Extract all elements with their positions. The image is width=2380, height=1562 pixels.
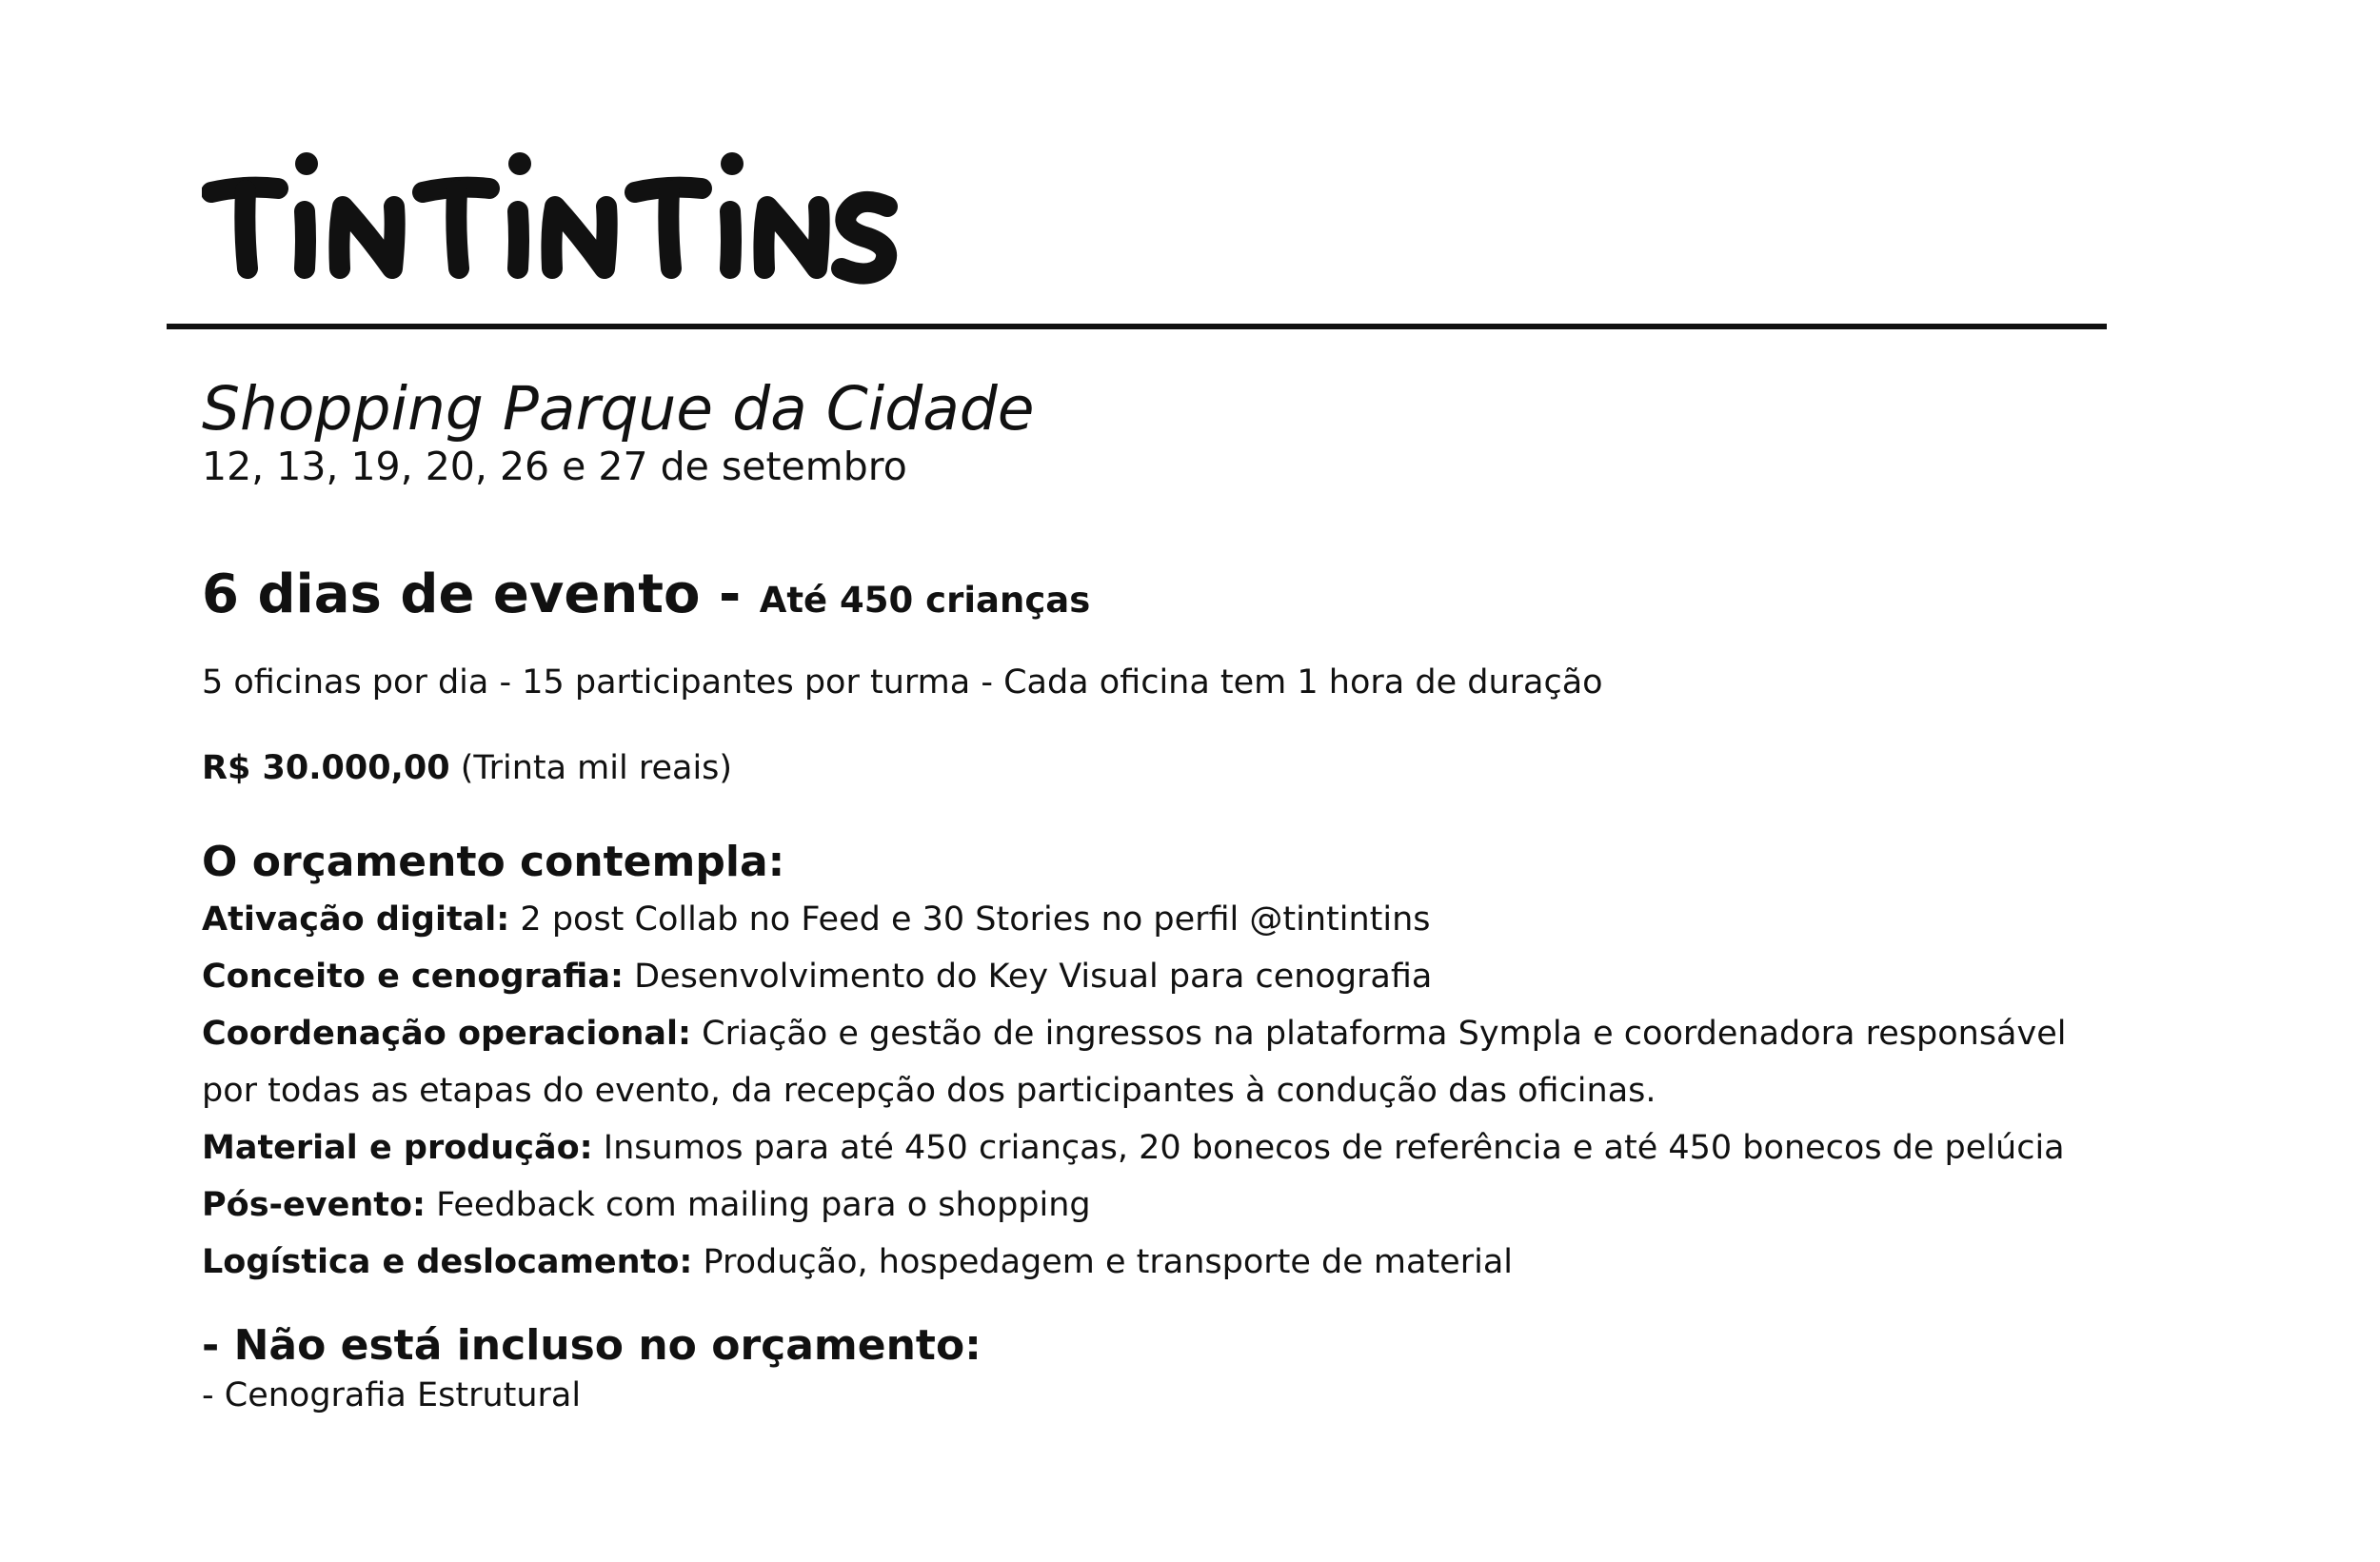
venue-title: Shopping Parque da Cidade	[202, 374, 1035, 444]
proposal-body	[202, 371, 2125, 1418]
budget-item-text: Desenvolvimento do Key Visual para cenografia	[623, 958, 1433, 996]
event-dates: 12, 13, 19, 20, 26 e 27 de setembro	[202, 444, 907, 489]
brand-logo-lettering	[202, 126, 906, 297]
budget-item	[202, 891, 2125, 948]
budget-item	[202, 1234, 2125, 1291]
budget-item-label: Pós-evento:	[202, 1186, 426, 1224]
budget-item-label: Logística e deslocamento:	[202, 1243, 693, 1281]
event-headline	[202, 562, 2125, 634]
budget-item-text: 2 post Collab no Feed e 30 Stories no perfil @tintintins	[509, 900, 1431, 939]
budget-item	[202, 1005, 2125, 1119]
brand-logo	[202, 126, 906, 297]
exclusions-title: - Não está incluso no orçamento:	[202, 1321, 982, 1370]
headline-capacity: Até 450 crianças	[759, 580, 1091, 621]
budget-item-text: Produção, hospedagem e transporte de material	[692, 1243, 1513, 1281]
budget-title: O orçamento contempla:	[202, 838, 785, 886]
budget-item-label: Coordenação operacional:	[202, 1015, 691, 1053]
budget-item	[202, 1176, 2125, 1234]
exclusion-item: - Cenografia Estrutural	[202, 1376, 582, 1414]
budget-item-label: Material e produção:	[202, 1129, 593, 1167]
price-value: R$ 30.000,00	[202, 749, 450, 787]
headline-main: 6 dias de evento -	[202, 564, 760, 625]
budget-list	[202, 891, 2125, 1291]
budget-item-text: Insumos para até 450 crianças, 20 bonecos de referência e até 450 bonecos de pelúcia	[592, 1129, 2065, 1167]
workshop-details: 5 oficinas por dia - 15 participantes por turma - Cada oficina tem 1 hora de duração	[202, 663, 1603, 702]
budget-item	[202, 1119, 2125, 1176]
budget-item-text: Feedback com mailing para o shopping	[426, 1186, 1091, 1224]
price-words: (Trinta mil reais)	[449, 749, 733, 787]
price-line	[202, 744, 2125, 792]
budget-item	[202, 948, 2125, 1005]
header-divider	[167, 324, 2107, 329]
budget-item-label: Ativação digital:	[202, 900, 510, 939]
budget-item-label: Conceito e cenografia:	[202, 958, 624, 996]
budget-item-text: Criação e gestão de ingressos na plataforma Sympla e coordenadora responsável por todas as etapas do evento, da recepção dos participantes à condução das oficinas.	[202, 1015, 2067, 1110]
